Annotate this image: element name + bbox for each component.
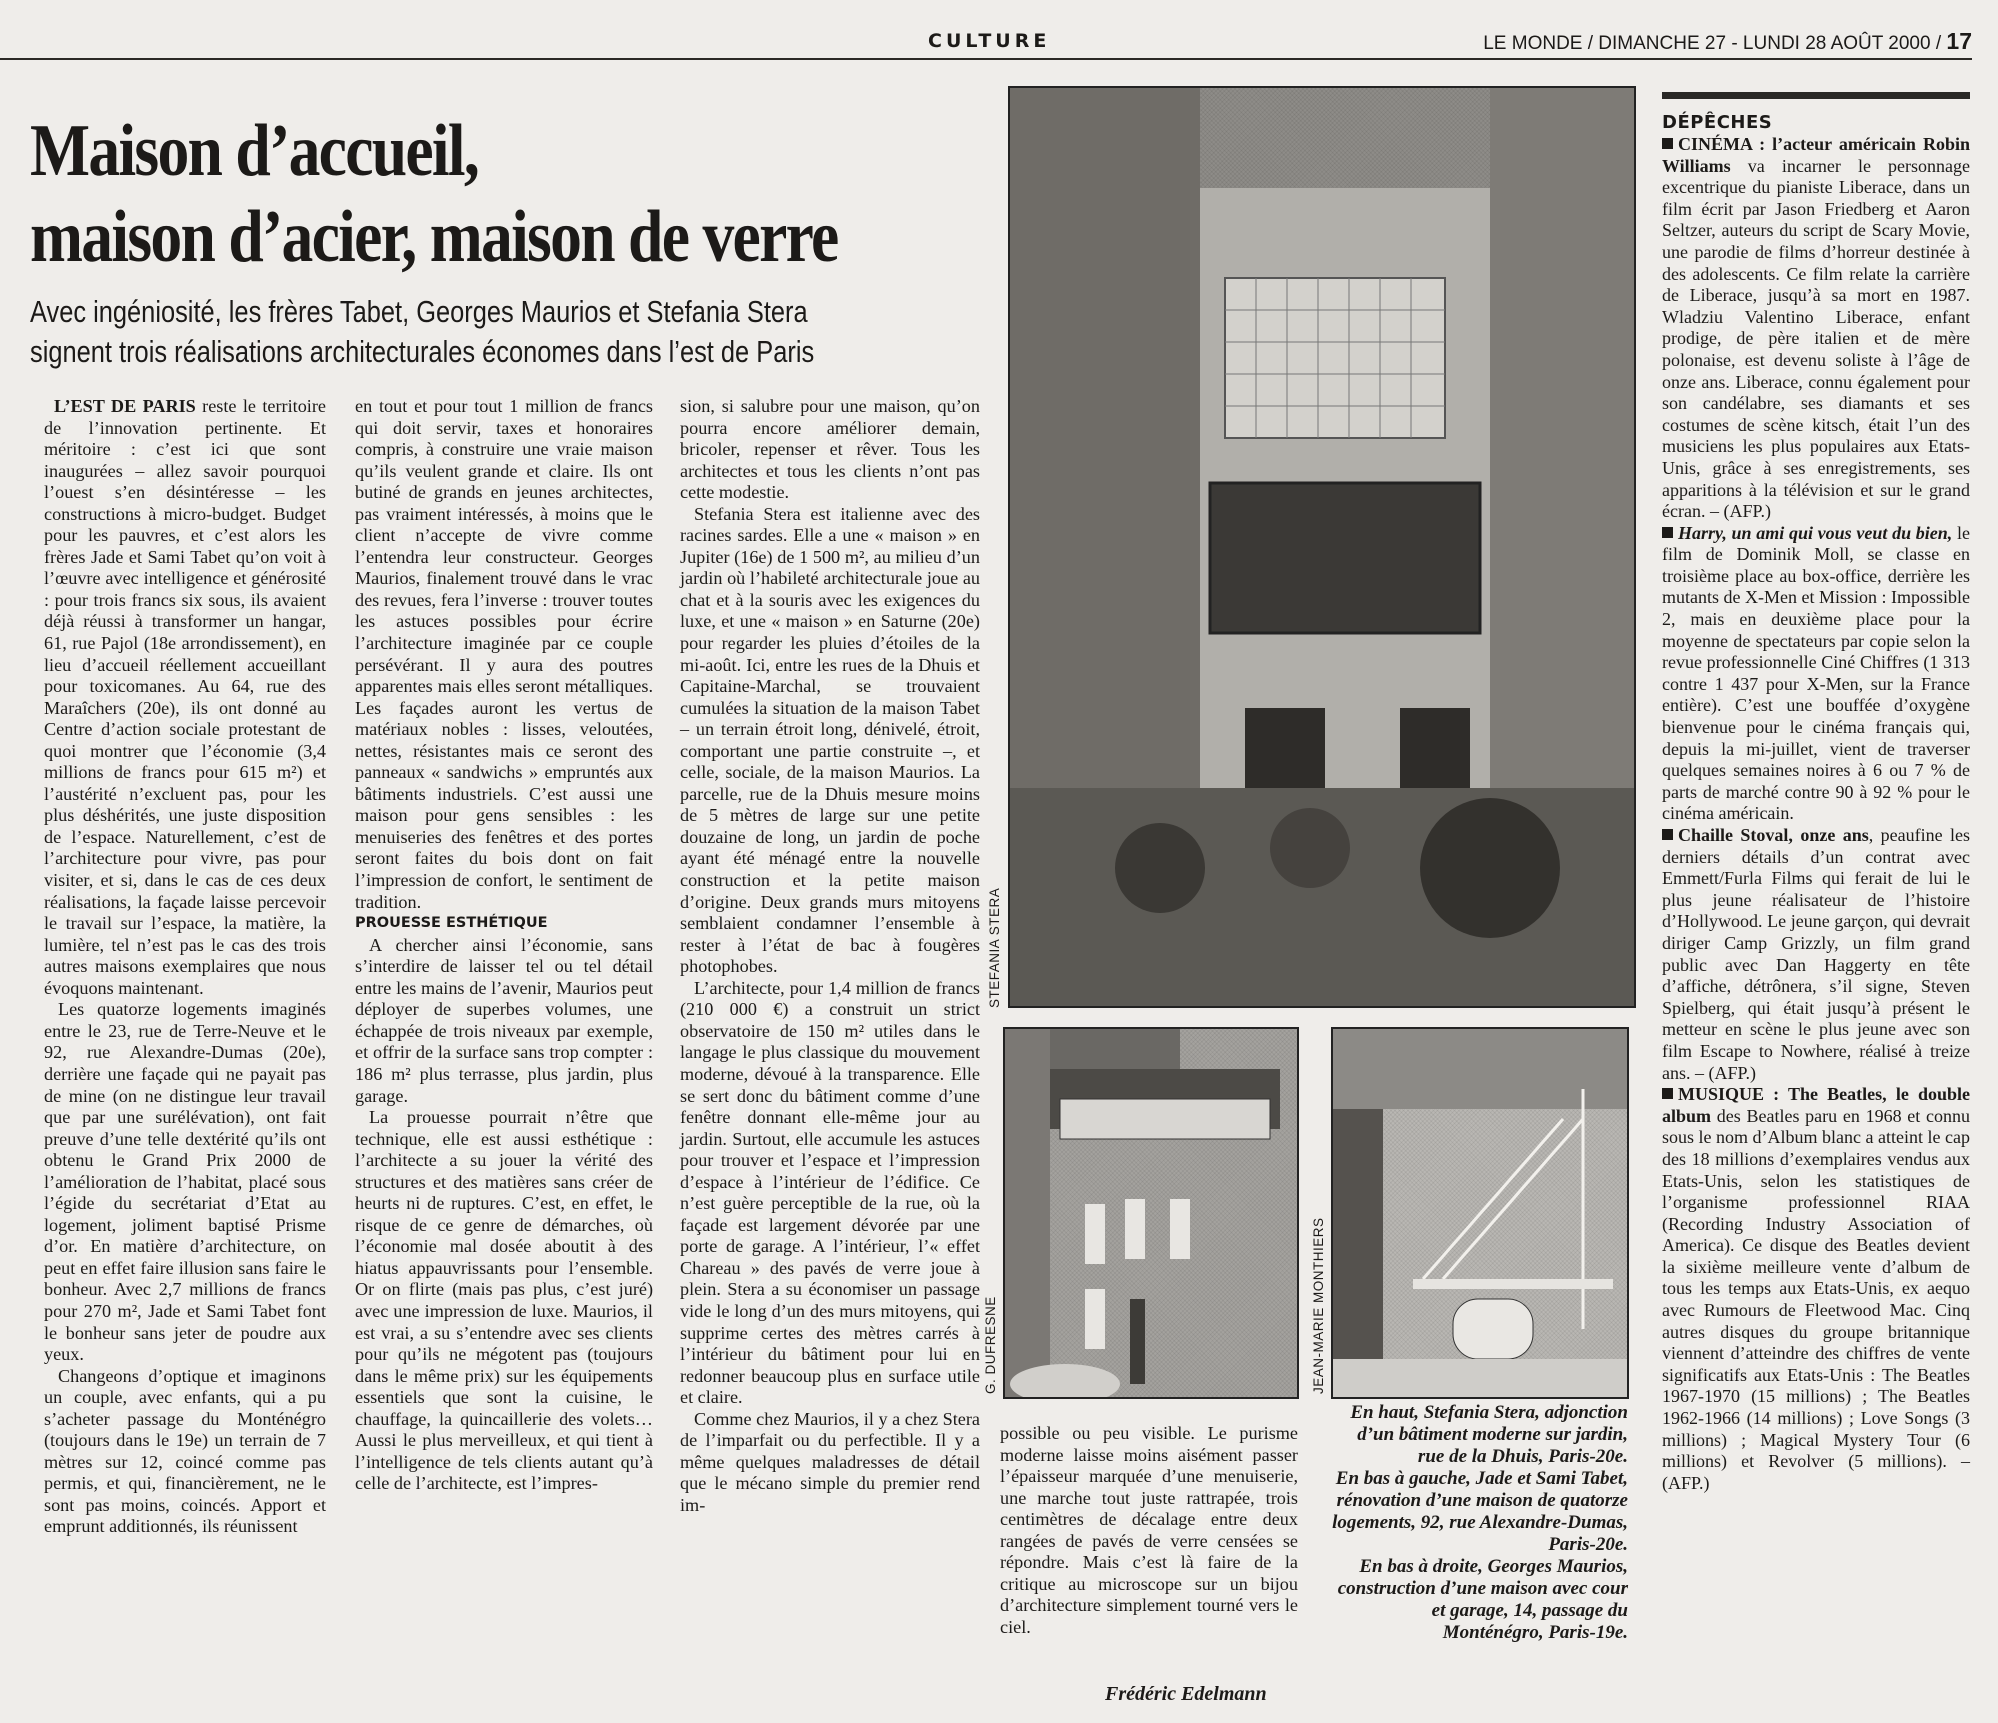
article-column-2 (355, 396, 653, 1495)
depeches-title: DÉPÊCHES (1662, 112, 1773, 133)
header-rule (0, 58, 1972, 60)
article-column-4 (1000, 1423, 1298, 1638)
paragraph: Comme chez Maurios, il y a chez Stera de l’imparfait ou du perfectible. Il y a même quelques maladresses de détail que le mécano simple du premier rend im- (680, 1408, 980, 1515)
photo-illustration (1005, 1029, 1297, 1397)
depeches-list (1662, 134, 1970, 1494)
depeche-lead: Harry, un ami qui vous veut du bien, (1678, 522, 1953, 543)
lead-in: L’EST DE PARIS (54, 396, 196, 416)
photo-credit-bottom-right: JEAN-MARIE MONTHIERS (1311, 1217, 1326, 1394)
subhead: PROUESSE ESTHÉTIQUE (355, 915, 548, 932)
paragraph: L’architecte, pour 1,4 million de francs (210 000 €) a construit un strict observatoire de 150 m² utiles dans le langage le plus classique du mouvement moderne, dévoué à la transparence. Elle se sert donc du bâtiment comme d’une fenêtre donnant elle-même jour au jardin. Surtout, elle accumule les astuces pour trouver et l’espace et l’impression d’espace à l’intérieur de l’édifice. Ce n’est guère perceptible de la rue, où la façade est largement dévorée par une porte de garage. A l’intérieur, l’« effet Chareau » des pavés de verre joue à plein. Stera a su économiser un passage vide le long d’un des murs mitoyens, qui supprime certes des mètres carrés à l’intérieur du bâtiment pour lui en redonner beaucoup plus en surface utile et claire. (680, 977, 980, 1408)
paragraph: A chercher ainsi l’économie, sans s’interdire de laisser tel ou tel détail entre les mains de l’avenir, Maurios peut déployer de superbes volumes, une échappée de trois niveaux par exemple, et offrir de la surface sans trop compter : 186 m² plus terrasse, plus jardin, plus garage. (355, 934, 653, 1106)
deck-line-2: signent trois réalisations architecturales économes dans l’est de Paris (30, 334, 815, 369)
headline-line-2: maison d’acier, maison de verre (30, 196, 838, 278)
depeche-lead: MUSIQUE : The Beatles, le double album (1662, 1084, 1970, 1126)
depeche-text: va incarner le personnage excentrique du pianiste Liberace, dans un film écrit par Jason Friedberg et Aaron Seltzer, auteurs du script de Scary Movie, une parodie de films d’horreur destinée à des adolescents. Ce film relate la carrière de Liberace, jusqu’à sa mort en 1987. Wladziu Valentino Liberace, enfant prodige, de père italien et de mère polonaise, est devenu soliste à l’âge de onze ans. Liberace, connu également pour son candélabre, ses diamants et ses costumes de scène kitsch, était l’un des musiciens les plus populaires aux Etats-Unis, grâce à ses enregistrements, ses apparitions à la télévision et sur le grand écran. – (AFP.) (1662, 155, 1970, 522)
bullet-square-icon (1662, 138, 1673, 149)
page-number: 17 (1946, 28, 1972, 54)
caption-bottom-left: En bas à gauche, Jade et Sami Tabet, rénovation d’une maison de quatorze logements, 92, rue Alexandre-Dumas, Paris-20e. (1332, 1468, 1628, 1555)
photo-maurios-interior (1331, 1027, 1629, 1399)
bullet-square-icon (1662, 829, 1673, 840)
photo-credit-bottom-left: G. DUFRESNE (983, 1296, 998, 1394)
section-label: CULTURE (928, 30, 1051, 52)
deck-line-1: Avec ingéniosité, les frères Tabet, Georges Maurios et Stefania Stera (30, 294, 808, 329)
depeche-lead: Chaille Stoval, onze ans (1678, 825, 1869, 845)
paragraph (44, 396, 326, 999)
caption-bottom-right: En bas à droite, Georges Maurios, construction d’une maison avec cour et garage, 14, passage du Monténégro, Paris-19e. (1337, 1556, 1628, 1643)
article-column-1 (44, 396, 326, 1538)
paragraph-text: reste le territoire de l’innovation pertinente. Et méritoire : c’est ici que sont inaugurées – allez savoir pourquoi l’ouest s’en désintéresse – les constructions à micro-budget. Budget pour les pauvres, et c’est alors les frères Jade et Sami Tabet qu’on voit à l’œuvre avec intelligence et générosité : pour trois francs six sous, ils avaient déjà réussi à transformer un hangar, 61, rue Pajol (18e arrondissement), en lieu d’accueil réellement accueillant pour toxicomanes. Au 64, rue des Maraîchers (20e), ils ont donné au Centre d’action sociale protestant de quoi montrer que l’économie (3,4 millions de francs pour 615 m²) et l’austérité n’excluent pas, pour les plus déshérités, une juste disposition de l’espace. Naturellement, c’est de l’architecture pour vivre, pas pour visiter, et si, dans le cas de ces deux réalisations, la façade laisse percevoir le travail sur l’espace, la matière, la lumière, tel n’est pas le cas des trois autres maisons exemplaires que nous évoquons maintenant. (44, 396, 326, 998)
caption-top: En haut, Stefania Stera, adjonction d’un bâtiment moderne sur jardin, rue de la Dhuis, Paris-20e. (1350, 1402, 1628, 1467)
dateline-text: LE MONDE / DIMANCHE 27 - LUNDI 28 AOÛT 2000 / (1483, 33, 1942, 54)
paragraph: Stefania Stera est italienne avec des racines sardes. Elle a une « maison » en Jupiter (16e) de 1 500 m², au milieu d’un jardin où l’habileté architecturale joue au chat et à la souris avec les exigences du luxe, et une « maison » en Saturne (20e) pour regarder les pluies d’étoiles de la mi-août. Ici, entre les rues de la Dhuis et Capitaine-Marchal, se trouvaient cumulées la situation de la maison Tabet – un terrain étroit long, dénivelé, étroit, comportant une partie construite –, et celle, sociale, de la maison Maurios. La parcelle, rue de la Dhuis mesure moins de 5 mètres de large sur une petite douzaine de long, un jardin de poche ayant été ménagé entre la nouvelle construction et la petite maison d’origine. Deux grands murs mitoyens semblaient condamner l’ensemble à rester à l’état de bac à fougères photophobes. (680, 503, 980, 977)
byline: Frédéric Edelmann (1105, 1683, 1267, 1705)
photo-caption (1330, 1402, 1628, 1644)
depeche-text: des Beatles paru en 1968 et connu sous le nom d’Album blanc a atteint le cap des 18 millions d’exemplaires vendus aux Etats-Unis, selon les statistiques de l’organisme professionnel RIAA (Recording Industry Association of America). Ce disque des Beatles devient la sixième meilleure vente d’album de tous les temps aux Etats-Unis, ex aequo avec Rumours de Fleetwood Mac. Cinq autres disques du groupe britannique viennent d’atteindre des chiffres de vente significatifs aux Etats-Unis : The Beatles 1967-1970 (15 millions) ; The Beatles 1962-1966 (14 millions) ; Love Songs (3 millions) ; Magical Mystery Tour (6 millions) et Revolver (5 millions). – (AFP.) (1662, 1105, 1970, 1493)
depeche-text: , peaufine les derniers détails d’un contrat avec Emmett/Furla Films qui ferait de lui le plus jeune réalisateur de l’histoire d’Hollywood. Le jeune garçon, qui devrait diriger Camp Grizzly, un film grand public avec Dan Haggerty en tête d’affiche, détrônera, s’il signe, Steven Spielberg, qui était jusqu’à présent le metteur en scène le plus jeune avec son film Escape to Nowhere, réalisé à treize ans. – (AFP.) (1662, 825, 1970, 1083)
photo-stera-house (1008, 86, 1636, 1008)
photo-illustration (1010, 88, 1634, 1006)
paragraph: possible ou peu visible. Le purisme moderne laisse moins aisément passer l’épaisseur marquée d’une menuiserie, une marche tout juste rattrapée, trois centimètres de décalage entre deux rangées de pavés de verre censées se répondre. Mais c’est là faire de la critique au microscope sur un bijou d’architecture simplement tourné vers le ciel. (1000, 1423, 1298, 1637)
depeche-item (1662, 825, 1970, 1084)
depeche-lead: CINÉMA : l’acteur américain Robin Williams (1662, 134, 1970, 176)
paragraph: sion, si salubre pour une maison, qu’on pourra encore améliorer demain, bricoler, repenser et rêver. Tous les architectes et tous les clients n’ont pas cette modestie. (680, 396, 980, 503)
photo-credit-top: STEFANIA STERA (987, 887, 1002, 1008)
paragraph: en tout et pour tout 1 million de francs qui doit servir, taxes et honoraires compris, à construire une vraie maison qu’ils veulent grande et claire. Ils ont butiné de grands en jeunes architectes, pas vraiment intéressés, à moins que le client n’accepte de vivre comme l’entendra leur constructeur. Georges Maurios, finalement trouvé dans le vrac des revues, fera l’inverse : trouver toutes les astuces possibles pour écrire l’architecture imaginée par ce couple persévérant. Il y aura des poutres apparentes mais elles seront métalliques. Les façades auront les vertus de matériaux nobles : lisses, veloutées, nettes, résistantes mais ce seront des panneaux « sandwichs » empruntés aux bâtiments industriels. C’est aussi une maison pour gens sensibles : les menuiseries des fenêtres et des portes seront faites du bois dont on fait l’impression de confort, le sentiment de tradition. (355, 396, 653, 912)
headline (30, 108, 856, 280)
depeche-text: le film de Dominik Moll, se classe en troisième place au box-office, derrière les mutants de X-Men et Mission : Impossible 2, mais en deuxième place pour la moyenne de spectateurs par copie selon la revue professionnelle Ciné Chiffres (1 313 contre 1 437 pour X-Men, sur la France entière). C’est une bouffée d’oxygène bienvenue pour le cinéma français qui, depuis la mi-juillet, vient de traverser quelques semaines noires à 6 ou 7 % de parts de marché contre 90 à 92 % pour le cinéma américain. (1662, 522, 1970, 824)
bullet-square-icon (1662, 527, 1673, 538)
bullet-square-icon (1662, 1088, 1673, 1099)
photo-tabet-building (1003, 1027, 1299, 1399)
paragraph: Changeons d’optique et imaginons un couple, avec enfants, qui a pu s’acheter passage du Monténégro (toujours dans le 19e) un terrain de 7 mètres sur 12, coincé comme pas permis, et qui, financièrement, ne le sont pas moins, coincés. Apport et emprunt additionnés, ils réunissent (44, 1365, 326, 1537)
depeche-item (1662, 1084, 1970, 1494)
photo-illustration (1333, 1029, 1627, 1397)
paragraph: La prouesse pourrait n’être que technique, elle est aussi esthétique : l’architecte a su jouer la vérité des structures et des matières sans créer de heurts ni de ruptures. C’est, en effet, le risque de ce genre de démarches, où l’économie mal dosée aboutit à des hiatus appauvrissants pour l’ensemble. Or on flirte (mais pas plus, c’est juré) avec une impression de luxe. Maurios, il est vrai, a su s’entendre avec ses clients pour qu’ils ne mégotent pas (toujours dans le même prix) sur les équipements essentiels que sont la cuisine, le chauffage, la quincaillerie des volets… Aussi le plus merveilleux, et qui tient à l’intelligence de tels clients autant qu’à celle de l’architecte, est l’impres- (355, 1107, 653, 1494)
deck (30, 292, 932, 372)
dateline (1483, 28, 1972, 55)
article-column-3 (680, 396, 980, 1516)
depeche-item (1662, 134, 1970, 523)
headline-line-1: Maison d’accueil, (30, 110, 479, 192)
paragraph: Les quatorze logements imaginés entre le 23, rue de Terre-Neuve et le 92, rue Alexandre-Dumas (20e), derrière une façade qui ne payait pas de mine (on ne distingue leur travail que par une surélévation), ont fait preuve d’une telle dextérité qu’ils ont obtenu le Grand Prix 2000 de l’amélioration de l’habitat, placé sous l’égide du secrétariat d’Etat au logement, joliment baptisé Prisme d’or. En matière d’architecture, on peut en effet faire illusion sans faire le bonheur. Avec 2,7 millions de francs pour 270 m², Jade et Sami Tabet font le bonheur sans jeter de poudre aux yeux. (44, 999, 326, 1365)
depeches-rule (1662, 92, 1970, 99)
depeche-item (1662, 523, 1970, 825)
